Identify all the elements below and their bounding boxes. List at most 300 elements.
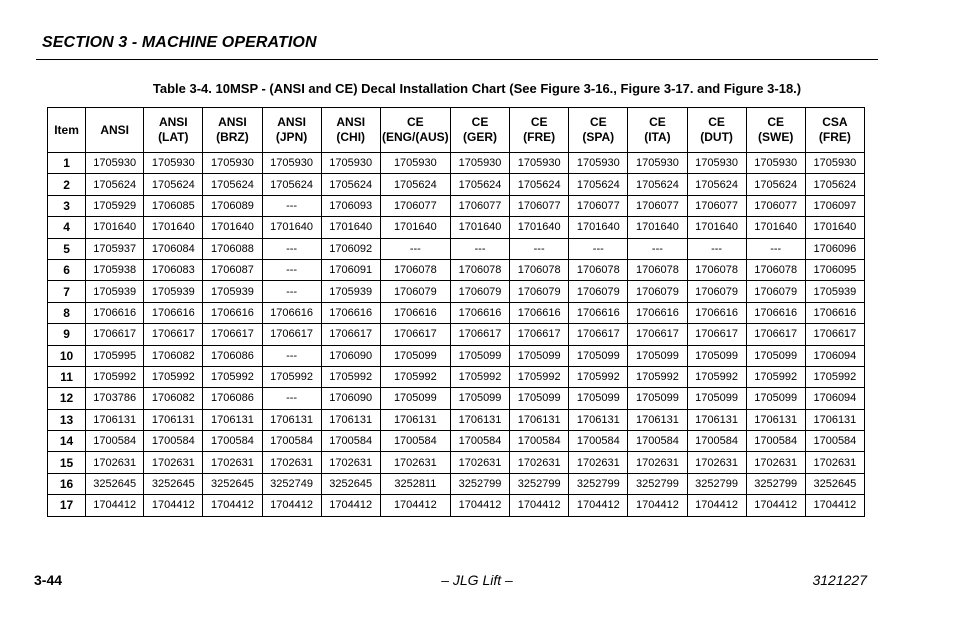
part-number-cell: 1706087	[203, 259, 262, 280]
part-number-cell: 1706079	[450, 281, 509, 302]
part-number-cell: 1706078	[746, 259, 805, 280]
part-number-cell: 1705930	[450, 153, 509, 174]
part-number-cell: 1701640	[262, 217, 321, 238]
part-number-cell: 1704412	[380, 495, 450, 516]
column-header-line1: ANSI	[336, 115, 366, 129]
part-number-cell: 1705930	[805, 153, 864, 174]
item-number-cell: 9	[48, 324, 86, 345]
column-header-line2: (GER)	[463, 130, 497, 144]
part-number-cell: 1705939	[805, 281, 864, 302]
part-number-cell: 1706082	[144, 388, 203, 409]
column-header-line2: (JPN)	[275, 130, 308, 144]
part-number-cell: 1702631	[746, 452, 805, 473]
part-number-cell: 1706077	[687, 195, 746, 216]
part-number-cell: 1701640	[380, 217, 450, 238]
footer-brand: – JLG Lift –	[441, 572, 513, 588]
part-number-cell: 1704412	[805, 495, 864, 516]
table-body	[48, 153, 865, 517]
part-number-cell: 1706086	[203, 388, 262, 409]
table-header	[48, 108, 865, 153]
item-number-cell: 11	[48, 366, 86, 387]
column-header	[569, 108, 628, 153]
column-header-line1: ANSI	[100, 122, 129, 137]
part-number-cell: 1706082	[144, 345, 203, 366]
column-header-line1: CSA	[822, 115, 848, 129]
table-row	[48, 452, 865, 473]
part-number-cell: 1706616	[321, 302, 380, 323]
table-row	[48, 388, 865, 409]
part-number-cell: 1705992	[144, 366, 203, 387]
part-number-cell: 1702631	[321, 452, 380, 473]
part-number-cell: 1706079	[569, 281, 628, 302]
part-number-cell: 1700584	[510, 431, 569, 452]
part-number-cell: 1706131	[687, 409, 746, 430]
table-row	[48, 431, 865, 452]
part-number-cell: 1706079	[510, 281, 569, 302]
item-number-cell: 7	[48, 281, 86, 302]
part-number-cell: 1705938	[86, 259, 144, 280]
part-number-cell: 1706131	[203, 409, 262, 430]
column-header	[86, 108, 144, 153]
column-header-line1: CE	[407, 115, 424, 129]
column-header	[746, 108, 805, 153]
part-number-cell: 1700584	[262, 431, 321, 452]
part-number-cell: 1705930	[321, 153, 380, 174]
part-number-cell: 1706078	[628, 259, 687, 280]
part-number-cell: 1705992	[86, 366, 144, 387]
part-number-cell: 1700584	[805, 431, 864, 452]
item-number-cell: 1	[48, 153, 86, 174]
part-number-cell: 1705939	[86, 281, 144, 302]
part-number-cell: 3252799	[687, 473, 746, 494]
part-number-cell: 1704412	[569, 495, 628, 516]
part-number-cell: 1705624	[262, 174, 321, 195]
part-number-cell: 1706617	[628, 324, 687, 345]
part-number-cell: 1706090	[321, 388, 380, 409]
part-number-cell: 3252799	[746, 473, 805, 494]
part-number-cell: 1706617	[746, 324, 805, 345]
part-number-cell: ---	[262, 259, 321, 280]
part-number-cell: 1706097	[805, 195, 864, 216]
part-number-cell: 1704412	[203, 495, 262, 516]
part-number-cell: 1706617	[144, 324, 203, 345]
part-number-cell: 3252645	[805, 473, 864, 494]
part-number-cell: 1705930	[746, 153, 805, 174]
column-header-line1: ANSI	[277, 115, 306, 129]
item-number-cell: 13	[48, 409, 86, 430]
part-number-cell: 1706095	[805, 259, 864, 280]
part-number-cell: ---	[628, 238, 687, 259]
part-number-cell: 1706077	[569, 195, 628, 216]
part-number-cell: 1705099	[746, 388, 805, 409]
part-number-cell: 1705930	[144, 153, 203, 174]
part-number-cell: ---	[380, 238, 450, 259]
part-number-cell: 1706131	[86, 409, 144, 430]
part-number-cell: 1706092	[321, 238, 380, 259]
part-number-cell: 3252645	[321, 473, 380, 494]
section-title: SECTION 3 - MACHINE OPERATION	[42, 34, 317, 51]
part-number-cell: 1702631	[380, 452, 450, 473]
part-number-cell: 1705992	[746, 366, 805, 387]
part-number-cell: 1706131	[805, 409, 864, 430]
column-header	[262, 108, 321, 153]
part-number-cell: 1701640	[321, 217, 380, 238]
part-number-cell: 1706131	[510, 409, 569, 430]
part-number-cell: 1705099	[569, 388, 628, 409]
part-number-cell: 1706616	[746, 302, 805, 323]
column-header	[144, 108, 203, 153]
part-number-cell: 1706617	[203, 324, 262, 345]
part-number-cell: 1700584	[144, 431, 203, 452]
column-header	[628, 108, 687, 153]
column-header-line1: Item	[54, 122, 79, 137]
item-number-cell: 10	[48, 345, 86, 366]
part-number-cell: 3252799	[510, 473, 569, 494]
part-number-cell: 1701640	[687, 217, 746, 238]
item-number-cell: 16	[48, 473, 86, 494]
column-header-line1: CE	[471, 115, 489, 129]
column-header	[48, 108, 86, 153]
part-number-cell: 1700584	[321, 431, 380, 452]
part-number-cell: 1702631	[569, 452, 628, 473]
part-number-cell: 1701640	[144, 217, 203, 238]
part-number-cell: 1706616	[262, 302, 321, 323]
column-header-line1: CE	[589, 115, 607, 129]
part-number-cell: ---	[687, 238, 746, 259]
column-header-line1: CE	[649, 115, 666, 129]
part-number-cell: 1704412	[86, 495, 144, 516]
part-number-cell: ---	[262, 388, 321, 409]
part-number-cell: 1705929	[86, 195, 144, 216]
part-number-cell: 1706617	[510, 324, 569, 345]
part-number-cell: 1706088	[203, 238, 262, 259]
table-row	[48, 174, 865, 195]
document-number: 3121227	[812, 572, 867, 588]
part-number-cell: 1705930	[380, 153, 450, 174]
part-number-cell: 1701640	[86, 217, 144, 238]
part-number-cell: 1705992	[510, 366, 569, 387]
part-number-cell: 1706616	[510, 302, 569, 323]
part-number-cell: 1706079	[746, 281, 805, 302]
table-row	[48, 195, 865, 216]
column-header	[805, 108, 864, 153]
part-number-cell: 1706078	[687, 259, 746, 280]
part-number-cell: 1705099	[380, 345, 450, 366]
part-number-cell: 1700584	[86, 431, 144, 452]
table-row	[48, 153, 865, 174]
part-number-cell: 3252645	[86, 473, 144, 494]
part-number-cell: 1705099	[628, 345, 687, 366]
part-number-cell: 1705099	[687, 388, 746, 409]
part-number-cell: 3252645	[203, 473, 262, 494]
part-number-cell: 1704412	[262, 495, 321, 516]
part-number-cell: 3252811	[380, 473, 450, 494]
part-number-cell: 1706617	[569, 324, 628, 345]
column-header-line2: (LAT)	[158, 130, 189, 144]
part-number-cell: 1702631	[262, 452, 321, 473]
part-number-cell: 1705939	[321, 281, 380, 302]
part-number-cell: 1706091	[321, 259, 380, 280]
item-number-cell: 12	[48, 388, 86, 409]
table-row	[48, 473, 865, 494]
part-number-cell: 1706617	[321, 324, 380, 345]
part-number-cell: 1706077	[510, 195, 569, 216]
part-number-cell: 1706079	[380, 281, 450, 302]
part-number-cell: 1706078	[450, 259, 509, 280]
item-number-cell: 2	[48, 174, 86, 195]
part-number-cell: ---	[450, 238, 509, 259]
part-number-cell: 1700584	[687, 431, 746, 452]
part-number-cell: ---	[262, 195, 321, 216]
part-number-cell: 1705992	[321, 366, 380, 387]
part-number-cell: 1701640	[450, 217, 509, 238]
part-number-cell: 1706079	[687, 281, 746, 302]
part-number-cell: 1706077	[746, 195, 805, 216]
part-number-cell: 3252645	[144, 473, 203, 494]
item-number-cell: 5	[48, 238, 86, 259]
part-number-cell: 1704412	[628, 495, 687, 516]
part-number-cell: 1701640	[628, 217, 687, 238]
part-number-cell: 1705992	[380, 366, 450, 387]
item-number-cell: 3	[48, 195, 86, 216]
table-row	[48, 238, 865, 259]
column-header-line1: ANSI	[218, 115, 247, 129]
part-number-cell: 1705099	[450, 345, 509, 366]
part-number-cell: 1706077	[450, 195, 509, 216]
decal-installation-table	[47, 107, 865, 517]
part-number-cell: 1700584	[628, 431, 687, 452]
part-number-cell: 1706616	[805, 302, 864, 323]
part-number-cell: 1706616	[628, 302, 687, 323]
part-number-cell: 1706078	[380, 259, 450, 280]
part-number-cell: 1705099	[746, 345, 805, 366]
column-header-line2: (CHI)	[336, 130, 366, 144]
table-row	[48, 302, 865, 323]
part-number-cell: 1705930	[628, 153, 687, 174]
part-number-cell: 1706617	[380, 324, 450, 345]
part-number-cell: 1705930	[86, 153, 144, 174]
part-number-cell: 1706086	[203, 345, 262, 366]
part-number-cell: 1700584	[203, 431, 262, 452]
column-header	[450, 108, 509, 153]
part-number-cell: 3252799	[628, 473, 687, 494]
part-number-cell: 1706617	[450, 324, 509, 345]
part-number-cell: 1702631	[510, 452, 569, 473]
part-number-cell: 1704412	[510, 495, 569, 516]
part-number-cell: 1704412	[687, 495, 746, 516]
part-number-cell: 1700584	[746, 431, 805, 452]
part-number-cell: 1700584	[569, 431, 628, 452]
part-number-cell: 1706131	[144, 409, 203, 430]
part-number-cell: 1706617	[805, 324, 864, 345]
part-number-cell: 1705099	[510, 388, 569, 409]
part-number-cell: 1706077	[380, 195, 450, 216]
part-number-cell: 1705930	[510, 153, 569, 174]
part-number-cell: 1703786	[86, 388, 144, 409]
part-number-cell: 1705992	[628, 366, 687, 387]
part-number-cell: ---	[262, 345, 321, 366]
column-header-line2: (FRE)	[818, 130, 851, 144]
column-header-line2: (SPA)	[582, 130, 615, 144]
part-number-cell: 1705624	[746, 174, 805, 195]
part-number-cell: 1705930	[203, 153, 262, 174]
item-number-cell: 4	[48, 217, 86, 238]
table-row	[48, 217, 865, 238]
part-number-cell: 3252749	[262, 473, 321, 494]
part-number-cell: 1706096	[805, 238, 864, 259]
part-number-cell: 1702631	[86, 452, 144, 473]
part-number-cell: 1706079	[628, 281, 687, 302]
part-number-cell: 1706616	[450, 302, 509, 323]
page-number: 3-44	[34, 572, 63, 588]
item-number-cell: 15	[48, 452, 86, 473]
part-number-cell: 1706131	[262, 409, 321, 430]
part-number-cell: 1705624	[687, 174, 746, 195]
part-number-cell: 1705624	[569, 174, 628, 195]
part-number-cell: 1705992	[687, 366, 746, 387]
part-number-cell: 1702631	[450, 452, 509, 473]
part-number-cell: 1705930	[687, 153, 746, 174]
part-number-cell: 1706131	[628, 409, 687, 430]
part-number-cell: 1705992	[450, 366, 509, 387]
part-number-cell: 1706616	[687, 302, 746, 323]
part-number-cell: 1702631	[144, 452, 203, 473]
part-number-cell: 1701640	[203, 217, 262, 238]
part-number-cell: 1705099	[569, 345, 628, 366]
part-number-cell: 1706094	[805, 388, 864, 409]
part-number-cell: 1706617	[86, 324, 144, 345]
table-header-row	[48, 108, 865, 153]
part-number-cell: 1700584	[380, 431, 450, 452]
column-header	[380, 108, 450, 153]
part-number-cell: 1702631	[687, 452, 746, 473]
table-caption: Table 3-4. 10MSP - (ANSI and CE) Decal Installation Chart (See Figure 3-16., Figure 3-17. and Figure 3-18.)	[152, 81, 802, 96]
part-number-cell: ---	[569, 238, 628, 259]
part-number-cell: 1706616	[86, 302, 144, 323]
part-number-cell: 1706090	[321, 345, 380, 366]
part-number-cell: 1706616	[569, 302, 628, 323]
part-number-cell: 1706131	[450, 409, 509, 430]
part-number-cell: 1706085	[144, 195, 203, 216]
part-number-cell: 1701640	[569, 217, 628, 238]
part-number-cell: 1706078	[510, 259, 569, 280]
part-number-cell: 1706094	[805, 345, 864, 366]
table-row	[48, 324, 865, 345]
part-number-cell: 1705099	[687, 345, 746, 366]
part-number-cell: 1706131	[321, 409, 380, 430]
column-header-line1: CE	[530, 115, 548, 129]
part-number-cell: 1706616	[144, 302, 203, 323]
part-number-cell: 1706617	[262, 324, 321, 345]
part-number-cell: 1705624	[628, 174, 687, 195]
part-number-cell: 1705992	[203, 366, 262, 387]
part-number-cell: 1702631	[203, 452, 262, 473]
part-number-cell: 1705930	[569, 153, 628, 174]
part-number-cell: 1705099	[628, 388, 687, 409]
part-number-cell: 1704412	[144, 495, 203, 516]
part-number-cell: 1704412	[450, 495, 509, 516]
column-header-line2: (ENG/(AUS)	[382, 130, 449, 144]
column-header	[321, 108, 380, 153]
part-number-cell: 1706616	[380, 302, 450, 323]
part-number-cell: ---	[746, 238, 805, 259]
part-number-cell: 1706078	[569, 259, 628, 280]
part-number-cell: 1706084	[144, 238, 203, 259]
table-row	[48, 409, 865, 430]
column-header-line2: (DUT)	[700, 130, 733, 144]
part-number-cell: 1701640	[510, 217, 569, 238]
part-number-cell: 1705992	[805, 366, 864, 387]
part-number-cell: 1704412	[321, 495, 380, 516]
part-number-cell: 1705624	[144, 174, 203, 195]
part-number-cell: 3252799	[569, 473, 628, 494]
part-number-cell: 3252799	[450, 473, 509, 494]
part-number-cell: 1705624	[203, 174, 262, 195]
column-header-line2: (SWE)	[758, 130, 794, 144]
item-number-cell: 17	[48, 495, 86, 516]
part-number-cell: 1705099	[380, 388, 450, 409]
part-number-cell: 1706131	[380, 409, 450, 430]
part-number-cell: 1705992	[569, 366, 628, 387]
part-number-cell: 1706616	[203, 302, 262, 323]
table-row	[48, 495, 865, 516]
part-number-cell: 1701640	[746, 217, 805, 238]
part-number-cell: 1705624	[321, 174, 380, 195]
part-number-cell: 1705624	[380, 174, 450, 195]
part-number-cell: 1706083	[144, 259, 203, 280]
column-header	[203, 108, 262, 153]
part-number-cell: 1702631	[628, 452, 687, 473]
table-row	[48, 281, 865, 302]
part-number-cell: 1706093	[321, 195, 380, 216]
part-number-cell: ---	[262, 238, 321, 259]
part-number-cell: 1705099	[510, 345, 569, 366]
table-row	[48, 345, 865, 366]
part-number-cell: 1705624	[86, 174, 144, 195]
part-number-cell: 1706131	[746, 409, 805, 430]
part-number-cell: 1706131	[569, 409, 628, 430]
column-header-line1: CE	[767, 115, 785, 129]
part-number-cell: 1706077	[628, 195, 687, 216]
part-number-cell: 1706617	[687, 324, 746, 345]
part-number-cell: 1705930	[262, 153, 321, 174]
table-row	[48, 366, 865, 387]
part-number-cell: 1705624	[510, 174, 569, 195]
item-number-cell: 8	[48, 302, 86, 323]
item-number-cell: 6	[48, 259, 86, 280]
item-number-cell: 14	[48, 431, 86, 452]
part-number-cell: 1701640	[805, 217, 864, 238]
column-header-line1: CE	[708, 115, 725, 129]
part-number-cell: 1702631	[805, 452, 864, 473]
table-row	[48, 259, 865, 280]
column-header-line1: ANSI	[158, 115, 188, 129]
part-number-cell: 1705937	[86, 238, 144, 259]
part-number-cell: ---	[510, 238, 569, 259]
part-number-cell: 1705995	[86, 345, 144, 366]
part-number-cell: 1705099	[450, 388, 509, 409]
column-header	[687, 108, 746, 153]
part-number-cell: 1705992	[262, 366, 321, 387]
part-number-cell: 1704412	[746, 495, 805, 516]
column-header-line2: (FRE)	[523, 130, 556, 144]
part-number-cell: 1706089	[203, 195, 262, 216]
column-header-line2: (BRZ)	[216, 130, 249, 144]
part-number-cell: 1705939	[144, 281, 203, 302]
part-number-cell: ---	[262, 281, 321, 302]
part-number-cell: 1700584	[450, 431, 509, 452]
column-header	[510, 108, 569, 153]
